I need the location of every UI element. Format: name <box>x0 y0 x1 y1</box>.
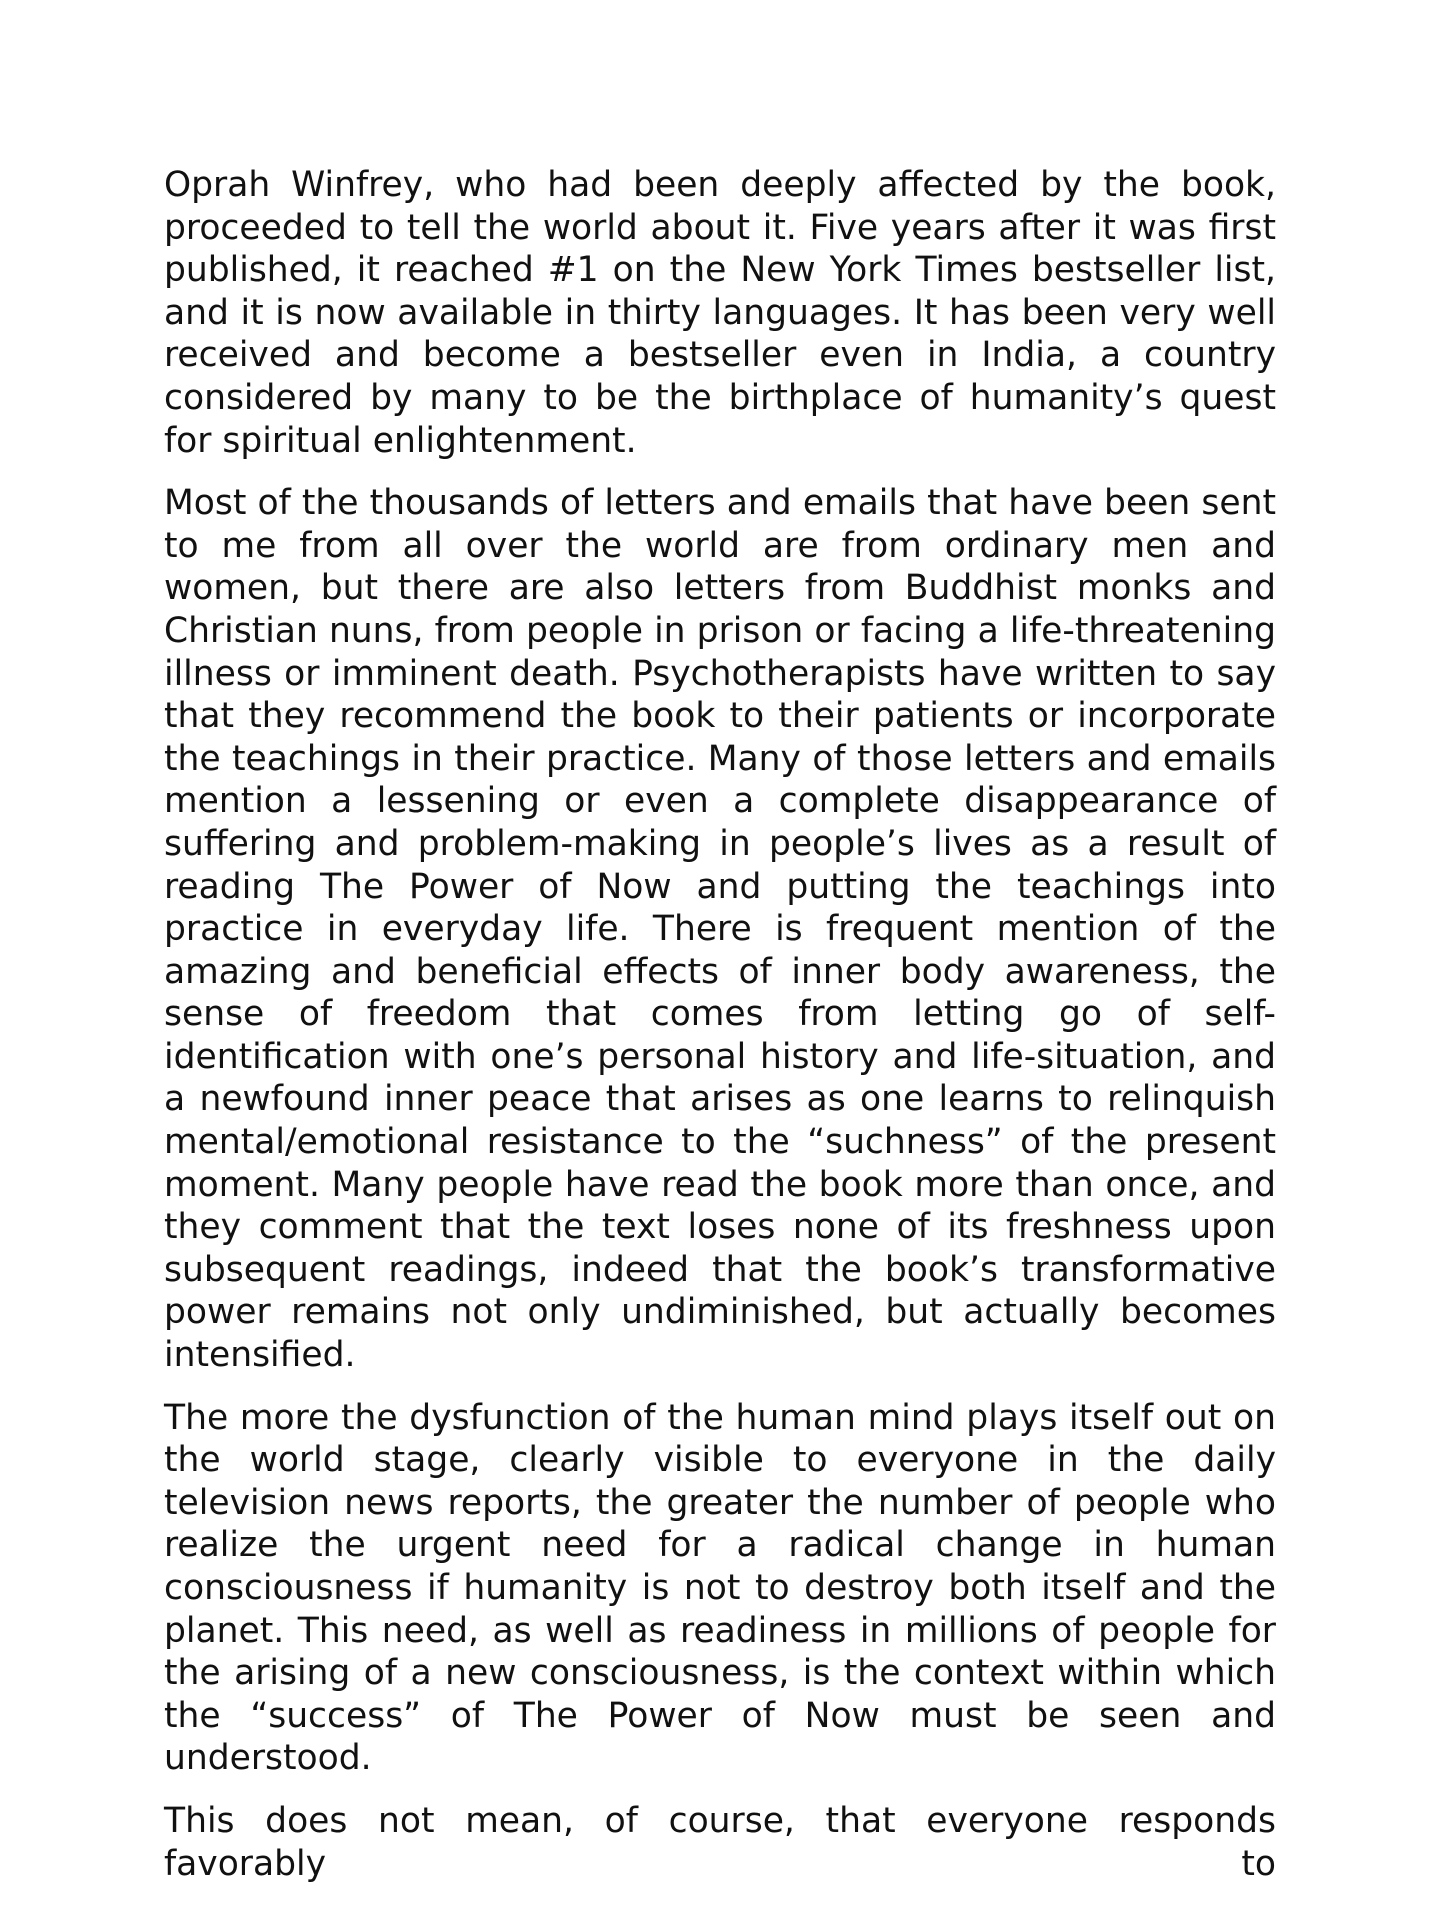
paragraph-2: Most of the thousands of letters and emails that have been sent to me from all over the world are from ordinary men and women, but there are also letters from Buddhist monks and Christian nuns, from people in prison or facing a life-threatening illness or imminent death. Psychotherapists have written to say that they recommend the book to their patients or incorporate the teachings in their practice. Many of those letters and emails mention a lessening or even a complete disappearance of suffering and problem-making in people’s lives as a result of reading The Power of Now and putting the teachings into practice in everyday life. There is frequent mention of the amazing and beneficial effects of inner body awareness, the sense of freedom that comes from letting go of self-identification with one’s personal history and life-situation, and a newfound inner peace that arises as one learns to relinquish mental/emotional resistance to the “suchness” of the present moment. Many people have read the book more than once, and they comment that the text loses none of its freshness upon subsequent readings, indeed that the book’s transformative power remains not only undiminished, but actually becomes intensified. <box>164 483 1276 1376</box>
body-text <box>164 164 1276 1905</box>
paragraph-4: This does not mean, of course, that everyone responds favorably to <box>164 1800 1276 1884</box>
paragraph-1: Oprah Winfrey, who had been deeply affected by the book, proceeded to tell the world about it. Five years after it was first published, it reached #1 on the New York Times bestseller list, and it is now available in thirty languages. It has been very well received and become a bestseller even in India, a country considered by many to be the birthplace of humanity’s quest for spiritual enlightenment. <box>164 165 1276 461</box>
paragraph-3: The more the dysfunction of the human mind plays itself out on the world stage, clearly visible to everyone in the daily television news reports, the greater the number of people who realize the urgent need for a radical change in human consciousness if humanity is not to destroy both itself and the planet. This need, as well as readiness in millions of people for the arising of a new consciousness, is the context within which the “success” of The Power of Now must be seen and understood. <box>164 1397 1276 1779</box>
